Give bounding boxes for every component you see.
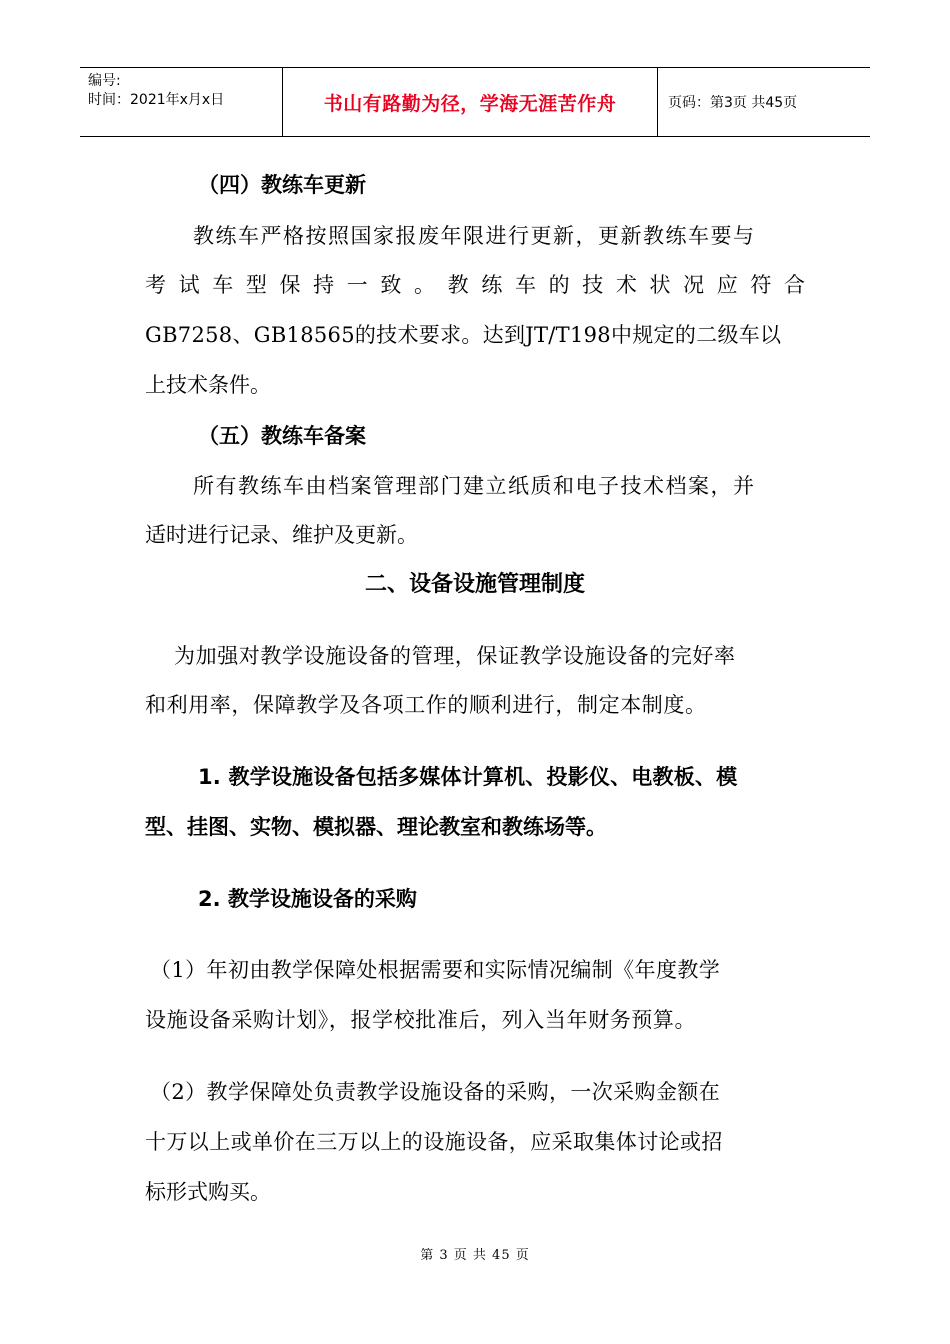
paragraph-2-line-1: 所有教练车由档案管理部门建立纸质和电子技术档案，并 (193, 474, 756, 498)
heading-section-4: （四）教练车更新 (198, 173, 366, 197)
header-time-label: 时间：2021年x月x日 (88, 92, 225, 108)
item-1-line-1: 1. 教学设施设备包括多媒体计算机、投影仪、电教板、模 (198, 765, 738, 789)
sub-item-2-line-1: （2）教学保障处负责教学设施设备的采购，一次采购金额在 (150, 1080, 721, 1104)
paragraph-1-line-2: 考试车型保持一致。教练车的技术状况应符合 (145, 273, 805, 297)
sub-item-1-line-1: （1）年初由教学保障处根据需要和实际情况编制《年度教学 (150, 958, 721, 982)
header-number-label: 编号: (88, 73, 121, 89)
sub-item-1-line-2: 设施设备采购计划》，报学校批准后，列入当年财务预算。 (145, 1008, 697, 1032)
section-title: 二、设备设施管理制度 (364, 572, 585, 597)
item-1-line-2: 型、挂图、实物、模拟器、理论教室和教练场等。 (145, 815, 607, 839)
sub-item-2-line-2: 十万以上或单价在三万以上的设施设备，应采取集体讨论或招 (145, 1130, 723, 1154)
paragraph-1-line-4: 上技术条件。 (145, 373, 271, 397)
header-motto: 书山有路勤为径，学海无涯苦作舟 (282, 68, 658, 136)
paragraph-1-line-1: 教练车严格按照国家报废年限进行更新，更新教练车要与 (193, 224, 756, 248)
page-header (80, 67, 870, 137)
header-page-info: 页码：第3页 共45页 (668, 95, 798, 111)
item-2-heading: 2. 教学设施设备的采购 (198, 887, 417, 911)
paragraph-1-line-3: GB7258、GB18565的技术要求。达到JT/T198中规定的二级车以 (145, 323, 782, 347)
paragraph-2-line-2: 适时进行记录、维护及更新。 (145, 523, 418, 547)
sub-item-2-line-3: 标形式购买。 (145, 1180, 271, 1204)
header-meta (80, 68, 282, 136)
page-footer: 第 3 页 共 45 页 (420, 1248, 530, 1263)
heading-section-5: （五）教练车备案 (198, 424, 366, 448)
paragraph-3-line-1: 为加强对教学设施设备的管理，保证教学设施设备的完好率 (174, 644, 736, 668)
paragraph-3-line-2: 和利用率，保障教学及各项工作的顺利进行，制定本制度。 (145, 693, 707, 717)
